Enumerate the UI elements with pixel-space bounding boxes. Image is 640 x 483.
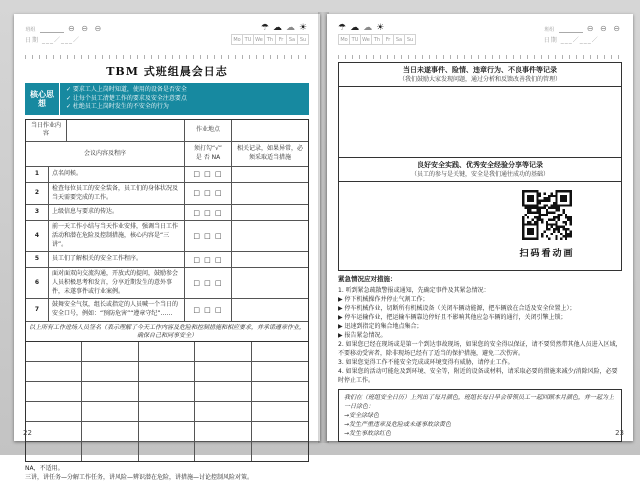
signature-cell xyxy=(26,422,82,442)
work-content-blank xyxy=(67,120,185,141)
weekday-cell: Sa xyxy=(394,34,405,45)
weather-icons xyxy=(338,24,386,33)
signature-cell xyxy=(195,422,251,442)
agenda-record-cell xyxy=(232,183,308,204)
weekday-cell: TU xyxy=(350,34,361,45)
agenda-record-cell xyxy=(232,205,308,220)
signature-cell xyxy=(139,382,195,402)
work-location-label: 作业地点 xyxy=(185,120,232,141)
core-idea-point: ✓ 杜绝员工上岗时发生的不安全的行为 xyxy=(66,103,169,111)
date-label: 日期 xyxy=(25,37,40,44)
page-number-right: 23 xyxy=(615,429,624,437)
footnotes xyxy=(25,465,309,482)
signature-note: 以上所有工作进场人员签名（表示理解了今天工作内容及危险和控制措施和相应要求，并承诺遵章作业，确保自己和同事安全） xyxy=(26,321,308,342)
team-date-block xyxy=(25,24,103,44)
emergency-item: ▶ 停下机械操作并停止气割工作； xyxy=(338,295,429,303)
emergency-title: 紧急情况应对措施： xyxy=(338,274,397,283)
weekday-cell: Su xyxy=(298,34,309,45)
signature-cell xyxy=(252,342,308,362)
signature-cell xyxy=(139,342,195,362)
agenda-record-cell xyxy=(232,299,308,320)
emergency-item: 2. 如果您已经在现场或是第一个到达事故现场，如果您的安全得以保证，请不要贸然带其他人员进入区域，不要移动受害者，除非现场已经有了适当的保护措施，避免二次伤害。 xyxy=(338,340,622,357)
emergency-items xyxy=(338,286,622,385)
core-idea-points xyxy=(60,83,309,115)
weekday-cell: Mo xyxy=(338,34,350,45)
weekday-cell: Th xyxy=(265,34,276,45)
weekday-cell: Su xyxy=(405,34,416,45)
agenda-checkboxes: □ □ □ xyxy=(185,268,232,298)
team-blank-line xyxy=(559,24,583,33)
signature-cell xyxy=(82,442,138,461)
agenda-text: 员工们了解相关的安全工作程序。 xyxy=(49,252,185,267)
table-header-row xyxy=(26,141,308,166)
emergency-item: ▶ 停车机械作业，切断所有机械设备（关闭车辆动能源，把车辆放在合适及安全位置上）； xyxy=(338,304,576,312)
record-header: 相关记录，如果异常，必须采取适当措施 xyxy=(236,145,303,161)
good-practice-blank-area xyxy=(339,182,621,270)
agenda-row xyxy=(26,166,308,182)
date-blanks: ___／___／ xyxy=(560,37,599,44)
footnote-line: 三讲，讲任务—分解工作任务，讲风险—辨识潜在危险，讲措施—讨论控制风险对策。 xyxy=(25,474,254,481)
status-circles: ⊖ ⊖ ⊖ xyxy=(586,24,622,33)
page-right-header xyxy=(338,24,622,52)
signature-cell xyxy=(195,442,251,461)
emergency-item: ▶ 报告紧急情况。 xyxy=(338,331,387,339)
color-note-items xyxy=(344,411,616,438)
agenda-header: 会议内容及程序 xyxy=(26,142,185,166)
signature-cell xyxy=(82,422,138,442)
signature-cell xyxy=(82,362,138,382)
signature-cell xyxy=(82,402,138,422)
footnote-line: NA，不适用。 xyxy=(25,465,64,473)
incident-record-blank-area xyxy=(339,87,621,157)
agenda-row xyxy=(26,182,308,204)
agenda-row xyxy=(26,267,308,298)
agenda-record-cell xyxy=(232,268,308,298)
core-idea-point: ✓ 让每个员工清楚工作的要求及安全注意要点 xyxy=(66,94,187,102)
weekday-cell: TU xyxy=(243,34,254,45)
meeting-table xyxy=(25,119,309,342)
check-header: 须打勾“√” 是 否 NA xyxy=(185,142,232,166)
weekday-cell: Mo xyxy=(231,34,243,45)
color-note-item: →发生严重违章及危险或未遂事故涂黄色 xyxy=(344,420,452,428)
core-idea-label: 核心思想 xyxy=(25,83,59,115)
agenda-text: 检查每位员工的安全装备，员工们的身体状况及当天需要完成的工作。 xyxy=(49,183,185,204)
agenda-checkboxes: □ □ □ xyxy=(185,221,232,251)
umbrella-icon: ☂ xyxy=(260,23,269,33)
emergency-item: ▶ 迅速到指定的集合地点集合； xyxy=(338,322,423,330)
agenda-number: 5 xyxy=(26,252,49,267)
work-content-row xyxy=(26,120,308,141)
perforation-ticks xyxy=(338,55,622,59)
color-note-intro: 我们在（班组安全日历）上列出了每月颜色，班组长每日早会带领员工一起回顾本月颜色，并一起为上一日涂色： xyxy=(344,393,615,410)
agenda-checkboxes: □ □ □ xyxy=(185,167,232,182)
good-practice-title: 良好安全实践、优秀安全经验分享等记录 xyxy=(417,160,543,169)
page-left xyxy=(14,14,320,481)
agenda-rows xyxy=(26,166,308,321)
incident-record-box xyxy=(338,62,622,158)
status-circles: ⊖ ⊖ ⊖ xyxy=(68,24,104,33)
agenda-record-cell xyxy=(232,221,308,251)
team-label: 班组 xyxy=(25,26,36,33)
signature-cell xyxy=(82,382,138,402)
signature-cell xyxy=(139,442,195,461)
signature-grid xyxy=(25,342,309,462)
emergency-item: 3. 如果您觉得工作不能安全完成或环境变得有威胁，请停止工作。 xyxy=(338,358,514,366)
emergency-item: ▶ 停车运输作业，把运输车辆靠边停好且不影响其他应急车辆的通行，关闭引擎上锁； xyxy=(338,313,567,321)
incident-record-subtitle: （我们鼓励大家发现问题，通过分析和反馈改善我们的管理） xyxy=(339,76,621,87)
page-title: TBM 式班组晨会日志 xyxy=(106,65,228,78)
agenda-row xyxy=(26,251,308,267)
weekday-cell: We xyxy=(254,34,265,45)
agenda-checkboxes: □ □ □ xyxy=(185,183,232,204)
weather-week-block xyxy=(338,24,416,45)
agenda-text: 点名问候。 xyxy=(49,167,185,182)
signature-cell xyxy=(139,422,195,442)
agenda-text: 上级信息与要求的传达。 xyxy=(49,205,185,220)
agenda-number: 3 xyxy=(26,205,49,220)
signature-cell xyxy=(26,402,82,422)
agenda-number: 1 xyxy=(26,167,49,182)
signature-cell xyxy=(195,402,251,422)
signature-cell xyxy=(26,382,82,402)
agenda-number: 2 xyxy=(26,183,49,204)
color-note-item: →安全涂绿色 xyxy=(344,411,380,419)
good-practice-box xyxy=(338,157,622,271)
core-idea-point: ✓ 要求工人上岗时知道，使用的设备是否安全 xyxy=(66,86,187,93)
team-date-block xyxy=(544,24,622,44)
weekday-strip xyxy=(338,34,416,45)
good-practice-subtitle: （员工的参与是关键，安全是我们通往成功的基础） xyxy=(339,171,621,182)
signature-cell xyxy=(252,362,308,382)
signature-cell xyxy=(26,342,82,362)
page-right xyxy=(327,14,633,441)
date-blanks: ___／___／ xyxy=(41,37,80,44)
agenda-row xyxy=(26,298,308,320)
agenda-number: 7 xyxy=(26,299,49,320)
agenda-row xyxy=(26,204,308,220)
qr-caption: 扫码看动画 xyxy=(519,248,575,259)
signature-cell xyxy=(252,382,308,402)
signature-cell xyxy=(195,382,251,402)
qr-block xyxy=(519,190,575,259)
signature-cell xyxy=(26,362,82,382)
date-label: 日期 xyxy=(543,37,558,44)
agenda-checkboxes: □ □ □ xyxy=(185,205,232,220)
emergency-item: 4. 如果您的活动可能危及到环境、安全等，附近的设备或材料，请采取必要的措施来减少/消除风险，必要时停止工作。 xyxy=(338,367,618,384)
weekday-strip xyxy=(231,34,309,45)
emergency-section xyxy=(338,275,622,385)
qr-code xyxy=(522,190,572,240)
cloud-icon: ☁ xyxy=(285,23,295,33)
weekday-cell: Fr xyxy=(276,34,287,45)
umbrella-icon: ☂ xyxy=(338,23,347,33)
weekday-cell: Sa xyxy=(287,34,298,45)
emergency-item: 1. 听到紧急疏散警报或通知，先确定事件及其紧急情况： xyxy=(338,286,490,294)
agenda-checkboxes: □ □ □ xyxy=(185,299,232,320)
signature-cell xyxy=(26,442,82,461)
agenda-record-cell xyxy=(232,252,308,267)
work-content-label: 当日作业内容 xyxy=(26,120,67,141)
storm-cloud-icon: ☁ xyxy=(272,23,282,33)
weekday-cell: We xyxy=(361,34,372,45)
weekday-cell: Fr xyxy=(383,34,394,45)
agenda-text: 鼓舞安全气氛，组长或指定的人员喊一个当日的安全口号，例如：“预防危害”“遵章守纪”…… xyxy=(49,299,185,320)
team-label: 班组 xyxy=(544,26,555,33)
weekday-cell: Th xyxy=(372,34,383,45)
sun-icon: ☀ xyxy=(298,23,307,33)
signature-cell xyxy=(139,402,195,422)
signature-cell xyxy=(252,402,308,422)
signature-cell xyxy=(252,442,308,461)
agenda-number: 4 xyxy=(26,221,49,251)
sun-icon: ☀ xyxy=(376,23,385,33)
agenda-checkboxes: □ □ □ xyxy=(185,252,232,267)
signature-cell xyxy=(195,342,251,362)
incident-record-title: 当日未遂事件、险情、违章行为、不良事件等记录 xyxy=(403,66,557,74)
page-number-left: 22 xyxy=(23,429,32,437)
agenda-record-cell xyxy=(232,167,308,182)
work-location-blank xyxy=(232,120,308,141)
color-note-item: →发生事故涂红色 xyxy=(344,429,392,437)
team-blank-line xyxy=(40,24,64,33)
weather-icons xyxy=(261,24,309,33)
signature-cell xyxy=(82,342,138,362)
agenda-text: 面对面双向交流沟通，开放式的提问，鼓励参会人员积极思考和发言，分享近期发生的意外事件，未遂事件或行业案例。 xyxy=(49,268,185,298)
signature-cell xyxy=(139,362,195,382)
agenda-text: 前一天工作小结与当天作业安排，强调当日工作活动和潜在危险及控制措施，核心内容是“三讲”。 xyxy=(49,221,185,251)
core-idea-block xyxy=(25,83,309,115)
page-left-header xyxy=(25,24,309,52)
agenda-number: 6 xyxy=(26,268,49,298)
storm-cloud-icon: ☁ xyxy=(350,23,360,33)
agenda-row xyxy=(26,220,308,251)
signature-cell xyxy=(252,422,308,442)
cloud-icon: ☁ xyxy=(363,23,373,33)
signature-cell xyxy=(195,362,251,382)
color-coding-note-box xyxy=(338,389,622,442)
weather-week-block xyxy=(231,24,309,45)
